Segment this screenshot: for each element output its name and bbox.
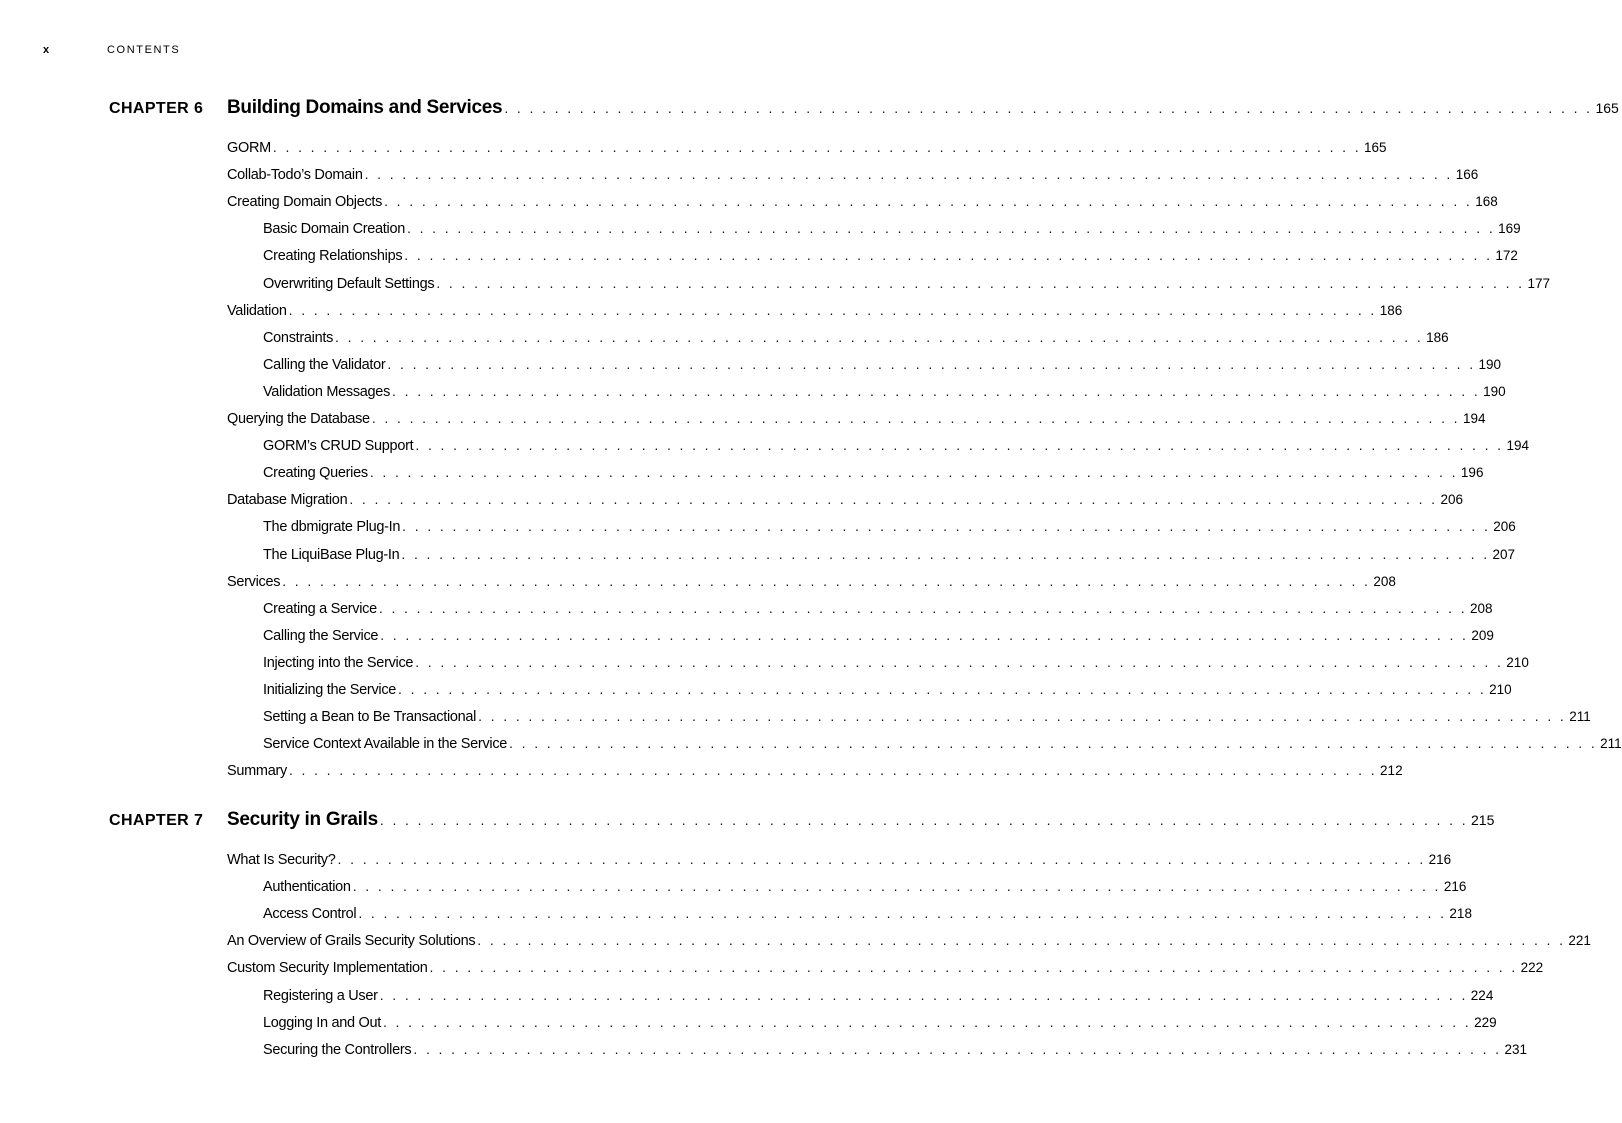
toc-subentry[interactable] xyxy=(263,355,1502,376)
entry-title: Initializing the Service xyxy=(263,682,397,698)
dot-leader: . . . . . . . . . . . . . . . . . . . . . . . . . . . . . . . . . . . . . . . . . . . . . . . . . . . . . . . . . . . . . . . . . . . . . . . . . . . . . . . . . . . . . . . xyxy=(282,572,1371,589)
toc-entry[interactable] xyxy=(227,301,1403,322)
entry-title: Injecting into the Service xyxy=(263,654,414,671)
chapter-page-number: 215 xyxy=(1471,812,1495,828)
dot-leader: . . . . . . . . . . . . . . . . . . . . . . . . . . . . . . . . . . . . . . . . . . . . . . . . . . . . . . . . . . . . . . . . . . . . . . . . . . . . . . . . . . . . . . . xyxy=(504,100,1593,116)
entry-title: Overwriting Default Settings xyxy=(263,275,435,292)
toc-subentry[interactable] xyxy=(263,518,1516,538)
dot-leader: . . . . . . . . . . . . . . . . . . . . . . . . . . . . . . . . . . . . . . . . . . . . . . . . . . . . . . . . . . . . . . . . . . . . . . . . . . . . . . . . . . . . . . . xyxy=(371,410,1460,426)
running-head-title: CONTENTS xyxy=(107,44,181,56)
entry-page-number: 194 xyxy=(1462,411,1486,426)
dot-leader: . . . . . . . . . . . . . . . . . . . . . . . . . . . . . . . . . . . . . . . . . . . . . . . . . . . . . . . . . . . . . . . . . . . . . . . . . . . . . . . . . . . . . . . xyxy=(288,762,1378,779)
dot-leader: . . . . . . . . . . . . . . . . . . . . . . . . . . . . . . . . . . . . . . . . . . . . . . . . . . . . . . . . . . . . . . . . . . . . . . . . . . . . . . . . . . . . . . . xyxy=(358,905,1447,922)
toc-entry[interactable] xyxy=(227,139,1387,159)
chapter-title: Security in Grails xyxy=(227,809,378,830)
entry-page-number: 186 xyxy=(1379,302,1403,318)
toc-subentry[interactable] xyxy=(263,464,1484,484)
dot-leader: . . . . . . . . . . . . . . . . . . . . . . . . . . . . . . . . . . . . . . . . . . . . . . . . . . . . . . . . . . . . . . . . . . . . . . . . . . . . . . . . . . . . . . . xyxy=(337,851,1426,867)
toc-subentry[interactable] xyxy=(263,247,1518,267)
dot-leader: . . . . . . . . . . . . . . . . . . . . . . . . . . . . . . . . . . . . . . . . . . . . . . . . . . . . . . . . . . . . . . . . . . . . . . . . . . . . . . . . . . . . . . . xyxy=(335,328,1424,345)
entry-page-number: 216 xyxy=(1443,879,1467,895)
entry-title: Service Context Available in the Service xyxy=(263,736,508,753)
entry-title: Querying the Database xyxy=(227,411,370,427)
entry-page-number: 194 xyxy=(1506,438,1529,454)
entry-title: Database Migration xyxy=(227,492,348,509)
entry-page-number: 210 xyxy=(1506,654,1529,670)
entry-page-number: 224 xyxy=(1470,987,1494,1003)
dot-leader: . . . . . . . . . . . . . . . . . . . . . . . . . . . . . . . . . . . . . . . . . . . . . . . . . . . . . . . . . . . . . . . . . . . . . . . . . . . . . . . . . . . . . . . xyxy=(404,247,1493,264)
chapter-title-row[interactable] xyxy=(227,97,1619,119)
entry-page-number: 165 xyxy=(1364,140,1387,155)
entry-page-number: 206 xyxy=(1493,519,1516,535)
entry-title: Services xyxy=(227,573,281,590)
chapter-label: CHAPTER 6 xyxy=(109,100,204,117)
entry-title: Logging In and Out xyxy=(263,1014,381,1031)
toc-subentry[interactable] xyxy=(263,382,1506,403)
entry-page-number: 211 xyxy=(1600,736,1622,752)
dot-leader: . . . . . . . . . . . . . . . . . . . . . . . . . . . . . . . . . . . . . . . . . . . . . . . . . . . . . . . . . . . . . . . . . . . . . . . . . . . . . . . . . . . . . . . xyxy=(382,1013,1472,1030)
entry-title: The LiquiBase Plug-In xyxy=(263,546,400,563)
toc-entry[interactable] xyxy=(227,193,1498,213)
toc-entry[interactable] xyxy=(227,959,1544,979)
entry-page-number: 196 xyxy=(1460,465,1484,481)
entry-title: The dbmigrate Plug-In xyxy=(263,519,401,536)
dot-leader: . . . . . . . . . . . . . . . . . . . . . . . . . . . . . . . . . . . . . . . . . . . . . . . . . . . . . . . . . . . . . . . . . . . . . . . . . . . . . . . . . . . . . . . xyxy=(407,220,1496,237)
entry-page-number: 172 xyxy=(1495,248,1518,264)
entry-page-number: 208 xyxy=(1373,573,1396,589)
toc-entry[interactable] xyxy=(227,762,1403,782)
entry-title: Summary xyxy=(227,763,287,780)
dot-leader: . . . . . . . . . . . . . . . . . . . . . . . . . . . . . . . . . . . . . . . . . . . . . . . . . . . . . . . . . . . . . . . . . . . . . . . . . . . . . . . . . . . . . . . xyxy=(398,681,1487,697)
entry-page-number: 222 xyxy=(1520,960,1544,976)
dot-leader: . . . . . . . . . . . . . . . . . . . . . . . . . . . . . . . . . . . . . . . . . . . . . . . . . . . . . . . . . . . . . . . . . . . . . . . . . . . . . . . . . . . . . . . xyxy=(379,986,1468,1003)
dot-leader: . . . . . . . . . . . . . . . . . . . . . . . . . . . . . . . . . . . . . . . . . . . . . . . . . . . . . . . . . . . . . . . . . . . . . . . . . . . . . . . . . . . . . . . xyxy=(402,518,1491,535)
entry-page-number: 186 xyxy=(1426,329,1449,345)
dot-leader: . . . . . . . . . . . . . . . . . . . . . . . . . . . . . . . . . . . . . . . . . . . . . . . . . . . . . . . . . . . . . . . . . . . . . . . . . . . . . . . . . . . . . . . xyxy=(436,274,1525,291)
toc-subentry[interactable] xyxy=(263,1040,1527,1061)
dot-leader: . . . . . . . . . . . . . . . . . . . . . . . . . . . . . . . . . . . . . . . . . . . . . . . . . . . . . . . . . . . . . . . . . . . . . . . . . . . . . . . . . . . . . . . xyxy=(352,878,1441,895)
entry-page-number: 210 xyxy=(1489,682,1512,697)
toc-entry[interactable] xyxy=(227,491,1463,511)
dot-leader: . . . . . . . . . . . . . . . . . . . . . . . . . . . . . . . . . . . . . . . . . . . . . . . . . . . . . . . . . . . . . . . . . . . . . . . . . . . . . . . . . . . . . . . xyxy=(288,301,1377,318)
toc-entry[interactable] xyxy=(227,410,1486,430)
dot-leader: . . . . . . . . . . . . . . . . . . . . . . . . . . . . . . . . . . . . . . . . . . . . . . . . . . . . . . . . . . . . . . . . . . . . . . . . . . . . . . . . . . . . . . . xyxy=(477,932,1566,949)
entry-title: Calling the Validator xyxy=(263,356,386,373)
toc-subentry[interactable] xyxy=(263,220,1521,240)
toc-entry[interactable] xyxy=(227,851,1452,871)
dot-leader: . . . . . . . . . . . . . . . . . . . . . . . . . . . . . . . . . . . . . . . . . . . . . . . . . . . . . . . . . . . . . . . . . . . . . . . . . . . . . . . . . . . . . . . xyxy=(380,626,1469,643)
dot-leader: . . . . . . . . . . . . . . . . . . . . . . . . . . . . . . . . . . . . . . . . . . . . . . . . . . . . . . . . . . . . . . . . . . . . . . . . . . . . . . . . . . . . . . . xyxy=(478,708,1567,725)
entry-page-number: 216 xyxy=(1428,852,1452,867)
entry-title: Collab-Todo’s Domain xyxy=(227,167,363,184)
entry-title: What Is Security? xyxy=(227,852,336,868)
entry-page-number: 166 xyxy=(1455,167,1479,183)
entry-page-number: 229 xyxy=(1474,1014,1497,1030)
entry-title: Authentication xyxy=(263,879,351,896)
dot-leader: . . . . . . . . . . . . . . . . . . . . . . . . . . . . . . . . . . . . . . . . . . . . . . . . . . . . . . . . . . . . . . . . . . . . . . . . . . . . . . . . . . . . . . . xyxy=(349,491,1438,508)
dot-leader: . . . . . . . . . . . . . . . . . . . . . . . . . . . . . . . . . . . . . . . . . . . . . . . . . . . . . . . . . . . . . . . . . . . . . . . . . . . . . . . . . . . . . . . xyxy=(384,193,1473,210)
entry-page-number: 218 xyxy=(1449,906,1472,922)
dot-leader: . . . . . . . . . . . . . . . . . . . . . . . . . . . . . . . . . . . . . . . . . . . . . . . . . . . . . . . . . . . . . . . . . . . . . . . . . . . . . . . . . . . . . . . xyxy=(509,735,1598,752)
entry-page-number: 190 xyxy=(1483,383,1506,399)
entry-page-number: 206 xyxy=(1440,492,1463,508)
toc-subentry[interactable] xyxy=(263,545,1516,566)
dot-leader: . . . . . . . . . . . . . . . . . . . . . . . . . . . . . . . . . . . . . . . . . . . . . . . . . . . . . . . . . . . . . . . . . . . . . . . . . . . . . . . . . . . . . . . xyxy=(415,437,1504,454)
dot-leader: . . . . . . . . . . . . . . . . . . . . . . . . . . . . . . . . . . . . . . . . . . . . . . . . . . . . . . . . . . . . . . . . . . . . . . . . . . . . . . . . . . . . . . . xyxy=(392,382,1481,399)
toc-subentry[interactable] xyxy=(263,599,1493,620)
dot-leader: . . . . . . . . . . . . . . . . . . . . . . . . . . . . . . . . . . . . . . . . . . . . . . . . . . . . . . . . . . . . . . . . . . . . . . . . . . . . . . . . . . . . . . . xyxy=(379,812,1468,828)
dot-leader: . . . . . . . . . . . . . . . . . . . . . . . . . . . . . . . . . . . . . . . . . . . . . . . . . . . . . . . . . . . . . . . . . . . . . . . . . . . . . . . . . . . . . . . xyxy=(364,166,1453,183)
toc-subentry[interactable] xyxy=(263,437,1529,457)
entry-page-number: 209 xyxy=(1471,627,1494,643)
running-head xyxy=(0,44,816,58)
entry-page-number: 177 xyxy=(1527,275,1550,291)
dot-leader: . . . . . . . . . . . . . . . . . . . . . . . . . . . . . . . . . . . . . . . . . . . . . . . . . . . . . . . . . . . . . . . . . . . . . . . . . . . . . . . . . . . . . . . xyxy=(387,355,1476,372)
entry-title: Creating Queries xyxy=(263,465,368,482)
entry-title: GORM xyxy=(227,140,271,156)
dot-leader: . . . . . . . . . . . . . . . . . . . . . . . . . . . . . . . . . . . . . . . . . . . . . . . . . . . . . . . . . . . . . . . . . . . . . . . . . . . . . . . . . . . . . . . xyxy=(378,599,1467,616)
page-number: x xyxy=(43,44,50,56)
toc-subentry[interactable] xyxy=(263,653,1529,674)
entry-title: Calling the Service xyxy=(263,627,379,644)
entry-title: Validation xyxy=(227,302,287,319)
toc-entry[interactable] xyxy=(227,166,1479,186)
entry-title: An Overview of Grails Security Solutions xyxy=(227,933,476,950)
entry-title: Custom Security Implementation xyxy=(227,960,428,977)
toc-subentry[interactable] xyxy=(263,1013,1497,1034)
dot-leader: . . . . . . . . . . . . . . . . . . . . . . . . . . . . . . . . . . . . . . . . . . . . . . . . . . . . . . . . . . . . . . . . . . . . . . . . . . . . . . . . . . . . . . . xyxy=(401,545,1490,562)
entry-title: Access Control xyxy=(263,906,357,923)
chapter-title: Building Domains and Services xyxy=(227,97,503,118)
entry-title: Constraints xyxy=(263,329,334,346)
dot-leader: . . . . . . . . . . . . . . . . . . . . . . . . . . . . . . . . . . . . . . . . . . . . . . . . . . . . . . . . . . . . . . . . . . . . . . . . . . . . . . . . . . . . . . . xyxy=(369,464,1458,481)
entry-title: Setting a Bean to Be Transactional xyxy=(263,709,477,726)
entry-page-number: 207 xyxy=(1492,546,1516,562)
dot-leader: . . . . . . . . . . . . . . . . . . . . . . . . . . . . . . . . . . . . . . . . . . . . . . . . . . . . . . . . . . . . . . . . . . . . . . . . . . . . . . . . . . . . . . . xyxy=(272,139,1362,155)
toc-subentry[interactable] xyxy=(263,626,1494,647)
entry-title: Creating a Service xyxy=(263,600,377,617)
toc-subentry[interactable] xyxy=(263,905,1472,925)
entry-title: Validation Messages xyxy=(263,383,391,400)
toc-subentry[interactable] xyxy=(263,274,1550,295)
entry-page-number: 221 xyxy=(1568,933,1591,949)
entry-page-number: 208 xyxy=(1470,600,1493,616)
dot-leader: . . . . . . . . . . . . . . . . . . . . . . . . . . . . . . . . . . . . . . . . . . . . . . . . . . . . . . . . . . . . . . . . . . . . . . . . . . . . . . . . . . . . . . . xyxy=(429,959,1518,976)
entry-title: Registering a User xyxy=(263,987,378,1004)
toc-subentry[interactable] xyxy=(263,328,1449,349)
toc-subentry[interactable] xyxy=(263,708,1591,728)
entry-page-number: 211 xyxy=(1569,709,1591,725)
toc-entry[interactable] xyxy=(227,932,1591,952)
entry-page-number: 212 xyxy=(1380,763,1403,779)
toc-subentry[interactable] xyxy=(263,735,1622,755)
entry-title: Basic Domain Creation xyxy=(263,221,405,238)
entry-title: Creating Relationships xyxy=(263,248,403,265)
chapter-page-number: 165 xyxy=(1595,100,1619,116)
toc-subentry[interactable] xyxy=(263,986,1494,1007)
dot-leader: . . . . . . . . . . . . . . . . . . . . . . . . . . . . . . . . . . . . . . . . . . . . . . . . . . . . . . . . . . . . . . . . . . . . . . . . . . . . . . . . . . . . . . . xyxy=(413,1040,1502,1057)
entry-title: Securing the Controllers xyxy=(263,1041,412,1058)
chapter-label: CHAPTER 7 xyxy=(109,812,204,829)
entry-page-number: 190 xyxy=(1478,356,1502,372)
dot-leader: . . . . . . . . . . . . . . . . . . . . . . . . . . . . . . . . . . . . . . . . . . . . . . . . . . . . . . . . . . . . . . . . . . . . . . . . . . . . . . . . . . . . . . . xyxy=(415,653,1504,670)
toc-entry[interactable] xyxy=(227,572,1396,593)
entry-page-number: 168 xyxy=(1475,194,1498,210)
entry-page-number: 169 xyxy=(1498,221,1521,237)
entry-page-number: 231 xyxy=(1504,1041,1527,1057)
toc-subentry[interactable] xyxy=(263,681,1512,701)
entry-title: Creating Domain Objects xyxy=(227,194,383,211)
entry-title: GORM’s CRUD Support xyxy=(263,438,414,455)
chapter-title-row[interactable] xyxy=(227,809,1495,831)
toc-subentry[interactable] xyxy=(263,878,1467,898)
